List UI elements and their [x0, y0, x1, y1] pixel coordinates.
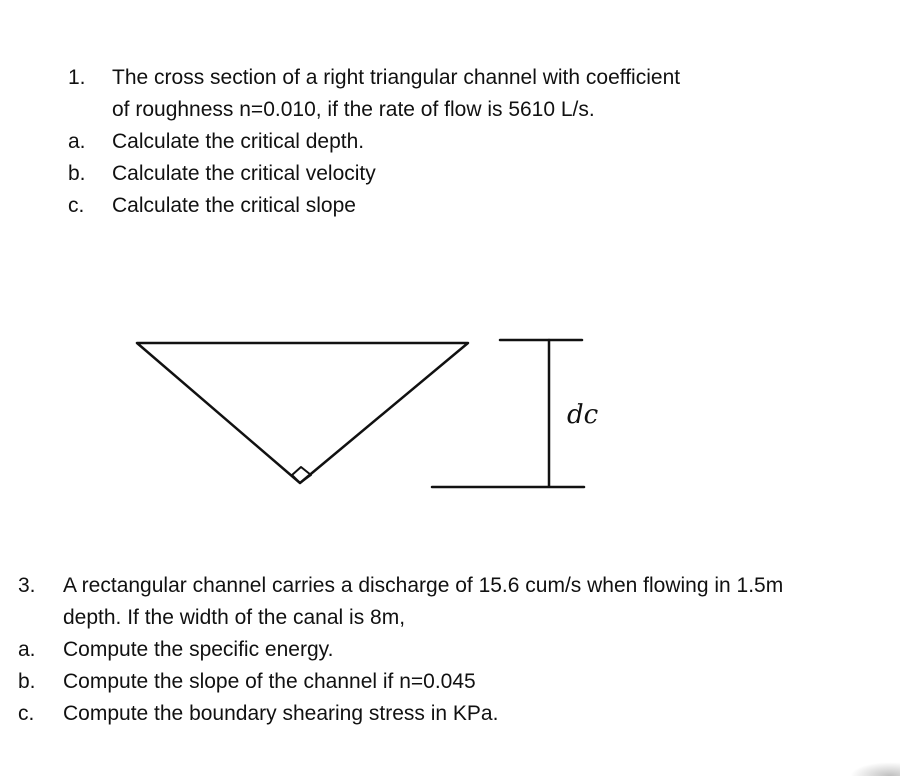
problem-1-item-b-text: Calculate the critical velocity [112, 162, 376, 185]
problem-3-item-c-text: Compute the boundary shearing stress in KPa. [63, 702, 499, 725]
problem-3-item-c-marker: c. [18, 702, 35, 725]
problem-1-number: 1. [68, 66, 86, 89]
problem-1-item-a-marker: a. [68, 130, 86, 153]
problem-1-item-a-text: Calculate the critical depth. [112, 130, 365, 153]
problem-3-item-a-marker: a. [18, 638, 36, 661]
problem-3-statement-line-1: A rectangular channel carries a discharge of 15.6 cum/s when flowing in 1.5m [63, 574, 784, 597]
problem-1-item-c-text: Calculate the critical slope [112, 194, 356, 217]
depth-label: dc [567, 400, 599, 430]
problem-1-statement-line-1: The cross section of a right triangular channel with coefficient [112, 66, 681, 89]
problem-3-item-a-text: Compute the specific energy. [63, 638, 334, 661]
problem-1-statement-line-2: of roughness n=0.010, if the rate of flow is 5610 L/s. [112, 98, 595, 121]
problem-3-statement-line-2: depth. If the width of the canal is 8m, [63, 606, 406, 629]
triangle-channel-outline [137, 343, 468, 483]
problem-3-item-b-text: Compute the slope of the channel if n=0.045 [63, 670, 476, 693]
problem-1-item-b-marker: b. [68, 162, 86, 185]
problem-3-number: 3. [18, 574, 36, 597]
problem-1-item-c-marker: c. [68, 194, 85, 217]
page-corner-shadow [850, 762, 900, 776]
problem-3-item-b-marker: b. [18, 670, 36, 693]
